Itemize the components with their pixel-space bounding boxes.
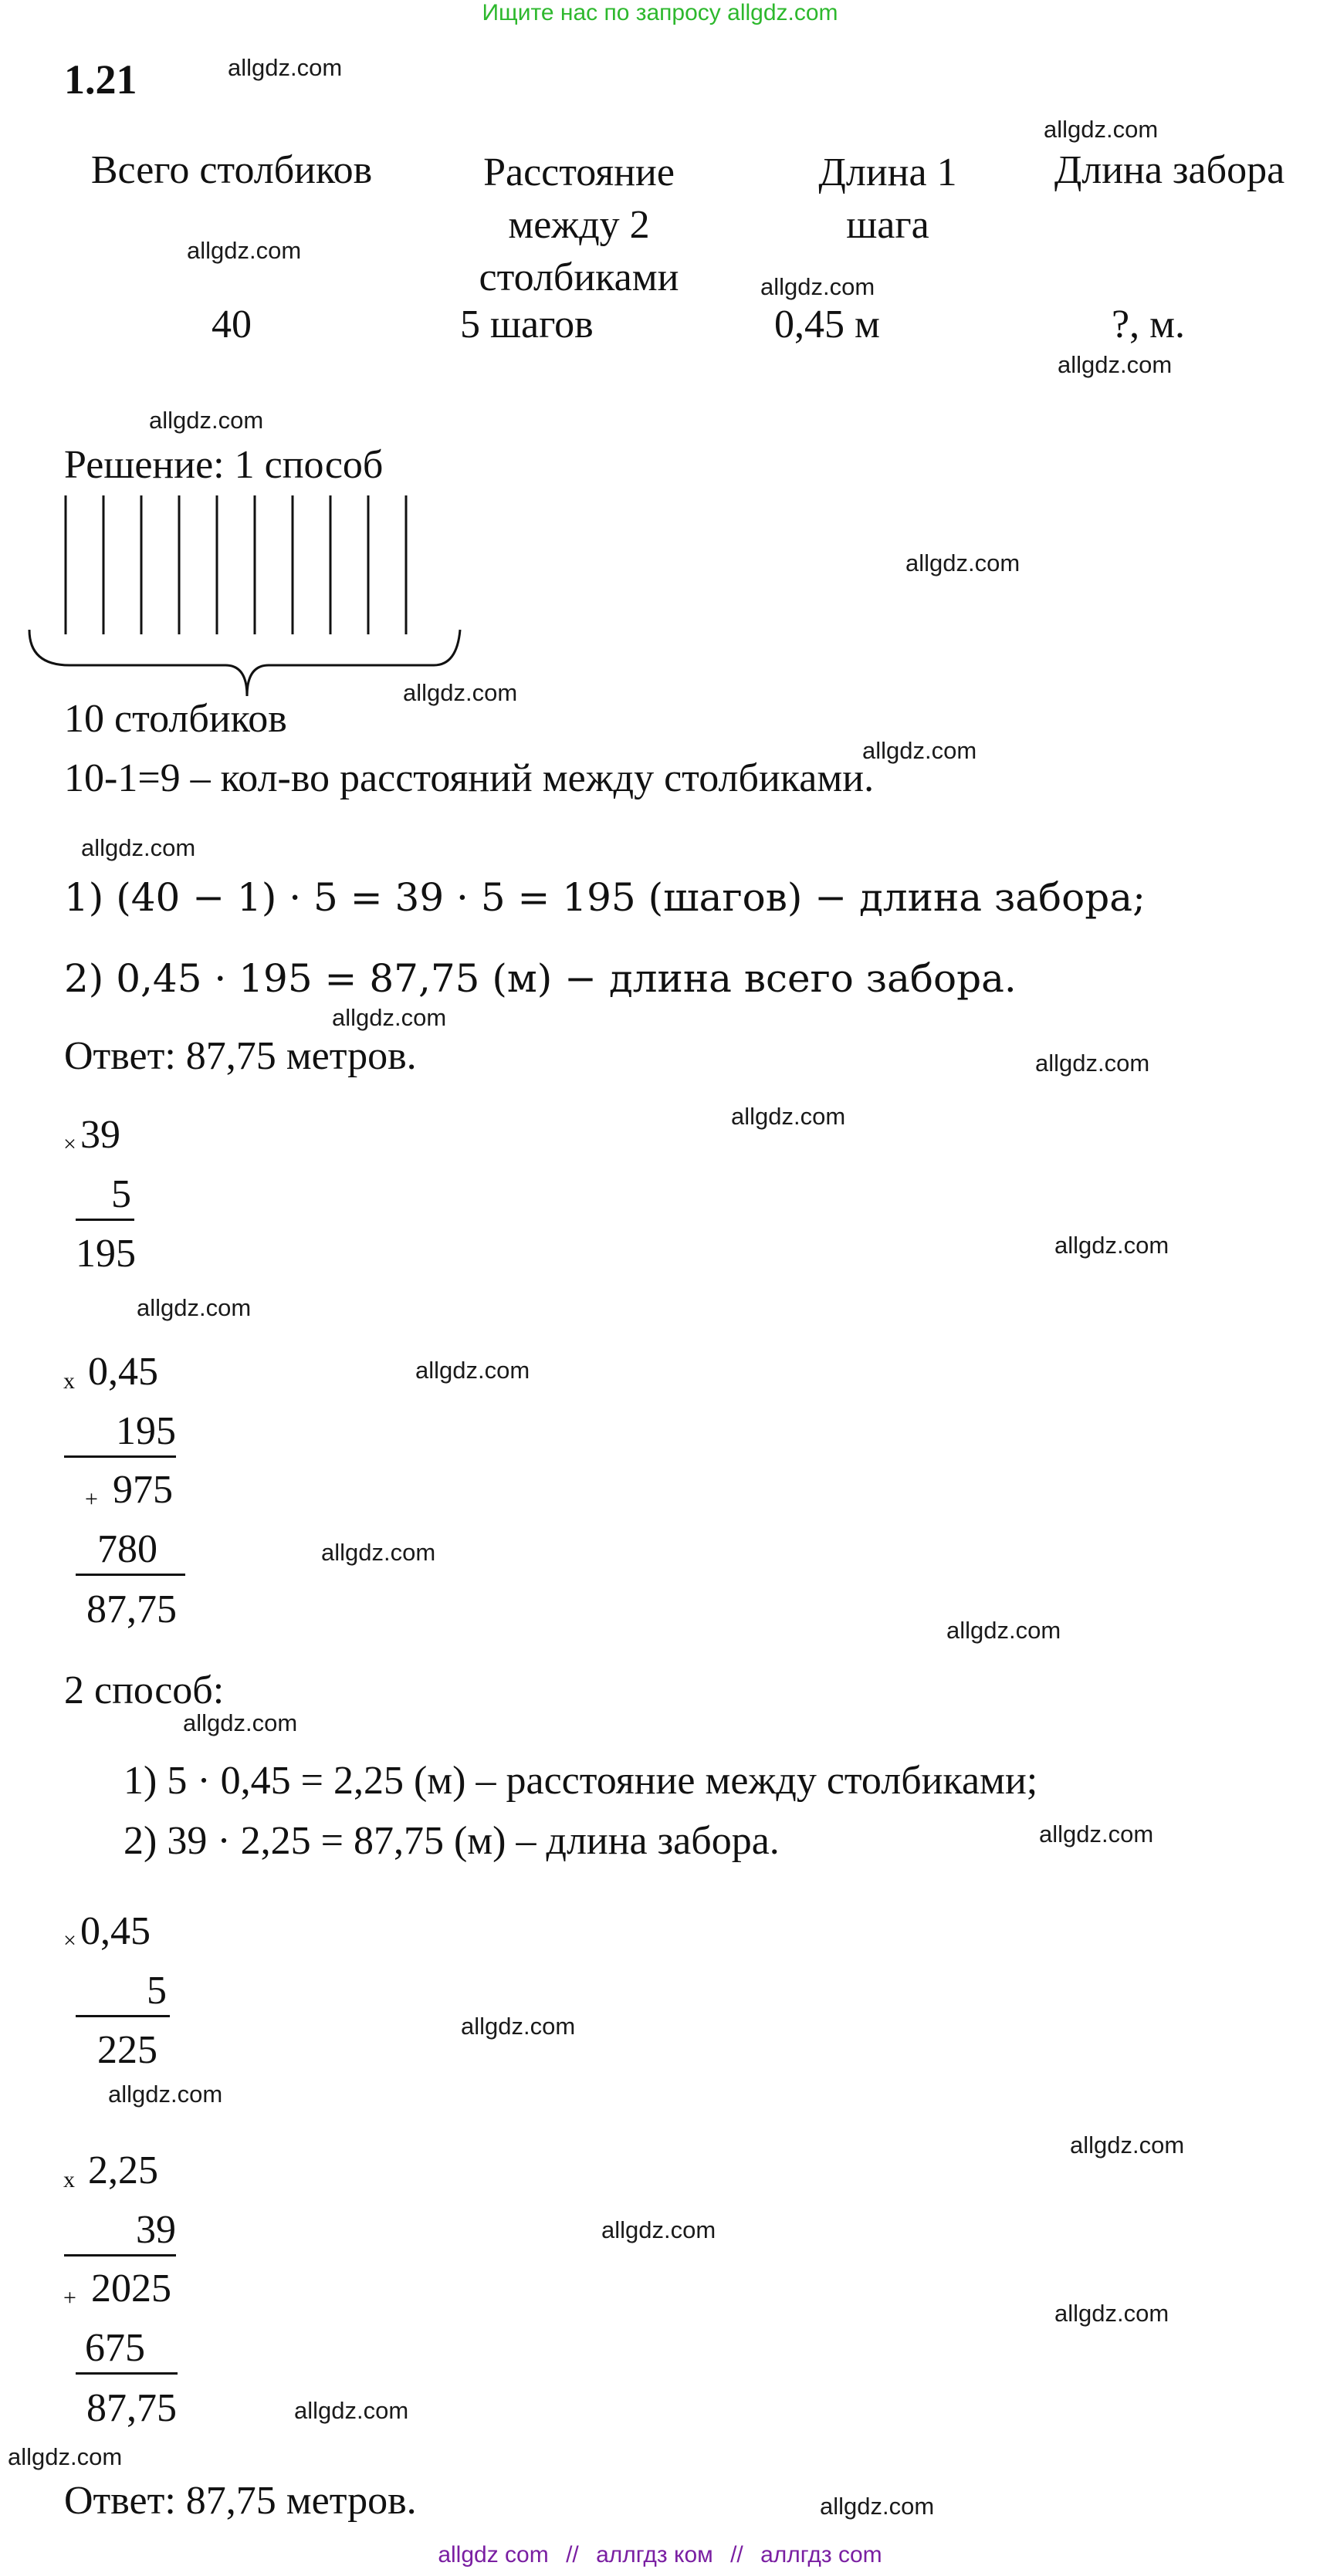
footer-separator: // — [566, 2542, 579, 2568]
calc2-a: 0,45 — [88, 1350, 158, 1394]
watermark: allgdz.com — [1054, 2300, 1169, 2327]
watermark: allgdz.com — [149, 407, 264, 434]
calc1-b-text: 5 — [111, 1172, 131, 1216]
calc2-p2 — [76, 1526, 185, 1576]
watermark: allgdz.com — [1035, 1050, 1150, 1077]
watermark: allgdz.com — [601, 2216, 716, 2243]
posts — [66, 495, 406, 634]
method1-title: Решение: 1 способ — [64, 443, 384, 487]
footer-link-cyrillic-latin[interactable]: аллгдз com — [760, 2542, 882, 2568]
calc3-a: 0,45 — [80, 1909, 151, 1953]
watermark: allgdz.com — [862, 737, 977, 764]
watermark: allgdz.com — [1039, 1820, 1154, 1847]
watermark: allgdz.com — [946, 1617, 1061, 1644]
table-value-total-posts: 40 — [212, 303, 252, 347]
calc2-b-text: 195 — [116, 1409, 176, 1453]
calc3-result: 225 — [97, 2028, 157, 2072]
times-sign: x — [63, 1368, 75, 1394]
table-header-distance: Расстояние между 2 столбиками — [479, 150, 679, 299]
header-banner[interactable]: Ищите нас по запросу allgdz.com — [482, 0, 838, 25]
watermark: allgdz.com — [228, 54, 343, 81]
table-header-step-length: Длина 1 шага — [818, 150, 957, 247]
method1-step2: 2) 0,45 · 195 = 87,75 (м) − длина всего забора. — [64, 956, 1017, 1001]
method2-title: 2 способ: — [64, 1668, 225, 1712]
table-value-distance: 5 шагов — [460, 303, 594, 347]
calc2-p1: 975 — [113, 1468, 173, 1512]
footer-links — [0, 2542, 1320, 2568]
watermark: allgdz.com — [1054, 1232, 1169, 1259]
calc4-a: 2,25 — [88, 2148, 158, 2192]
footer-link-cyrillic-com[interactable]: аллгдз ком — [596, 2542, 713, 2568]
calc3-b-text: 5 — [147, 1969, 167, 2013]
watermark: allgdz.com — [108, 2081, 223, 2108]
watermark: allgdz.com — [81, 834, 196, 861]
times-sign: × — [63, 1928, 76, 1953]
watermark: allgdz.com — [187, 237, 302, 264]
table-header-total-posts: Всего столбиков — [90, 148, 373, 192]
task-number: 1.21 — [64, 56, 137, 103]
calc4-b-text: 39 — [136, 2208, 176, 2252]
calc4-p2-text: 675 — [85, 2326, 145, 2370]
watermark: allgdz.com — [820, 2493, 935, 2520]
calc2-p2-text: 780 — [97, 1527, 157, 1571]
watermark: allgdz.com — [403, 679, 518, 706]
watermark: allgdz.com — [760, 273, 875, 300]
watermark: allgdz.com — [332, 1004, 447, 1031]
times-sign: x — [63, 2167, 75, 2192]
calc3-b — [76, 1967, 170, 2017]
watermark: allgdz.com — [183, 1709, 298, 1736]
footer-separator: // — [730, 2542, 743, 2568]
plus-sign: + — [85, 1486, 98, 1512]
method2-step1: 1) 5 · 0,45 = 2,25 (м) – расстояние между столбиками; — [124, 1759, 1038, 1803]
calc2-result: 87,75 — [86, 1587, 177, 1631]
calc2-b — [64, 1408, 176, 1458]
watermark: allgdz.com — [461, 2013, 576, 2040]
calc4-result: 87,75 — [86, 2386, 177, 2430]
calc4-p2 — [76, 2324, 178, 2375]
times-sign: × — [63, 1131, 76, 1157]
method1-answer: Ответ: 87,75 метров. — [64, 1034, 417, 1078]
final-answer: Ответ: 87,75 метров. — [64, 2479, 417, 2523]
watermark: allgdz.com — [415, 1357, 530, 1384]
watermark: allgdz.com — [8, 2443, 123, 2470]
watermark: allgdz.com — [731, 1103, 846, 1130]
table-value-step-length: 0,45 м — [774, 303, 880, 347]
table-value-fence-length: ?, м. — [1112, 303, 1185, 347]
watermark: allgdz.com — [905, 549, 1020, 576]
table-header-fence-length: Длина забора — [1054, 148, 1285, 192]
calc4-b — [64, 2206, 176, 2257]
watermark: allgdz.com — [1044, 116, 1159, 143]
curly-brace — [29, 630, 460, 696]
calc1-a: 39 — [80, 1113, 120, 1157]
watermark: allgdz.com — [294, 2397, 409, 2424]
gaps-line: 10-1=9 – кол-во расстояний между столбиками. — [64, 756, 875, 800]
watermark: allgdz.com — [137, 1294, 252, 1321]
plus-sign: + — [63, 2285, 76, 2311]
method1-step1: 1) (40 − 1) · 5 = 39 · 5 = 195 (шагов) − длина забора; — [64, 875, 1146, 920]
footer-link-allgdz-com[interactable]: allgdz com — [438, 2542, 549, 2568]
method2-step2: 2) 39 · 2,25 = 87,75 (м) – длина забора. — [124, 1819, 780, 1863]
watermark: allgdz.com — [1070, 2131, 1185, 2158]
calc4-p1: 2025 — [91, 2267, 171, 2311]
calc1-b — [76, 1171, 134, 1221]
posts-label: 10 столбиков — [64, 697, 287, 741]
watermark: allgdz.com — [1058, 351, 1173, 378]
watermark: allgdz.com — [321, 1539, 436, 1566]
calc1-result: 195 — [76, 1232, 136, 1276]
